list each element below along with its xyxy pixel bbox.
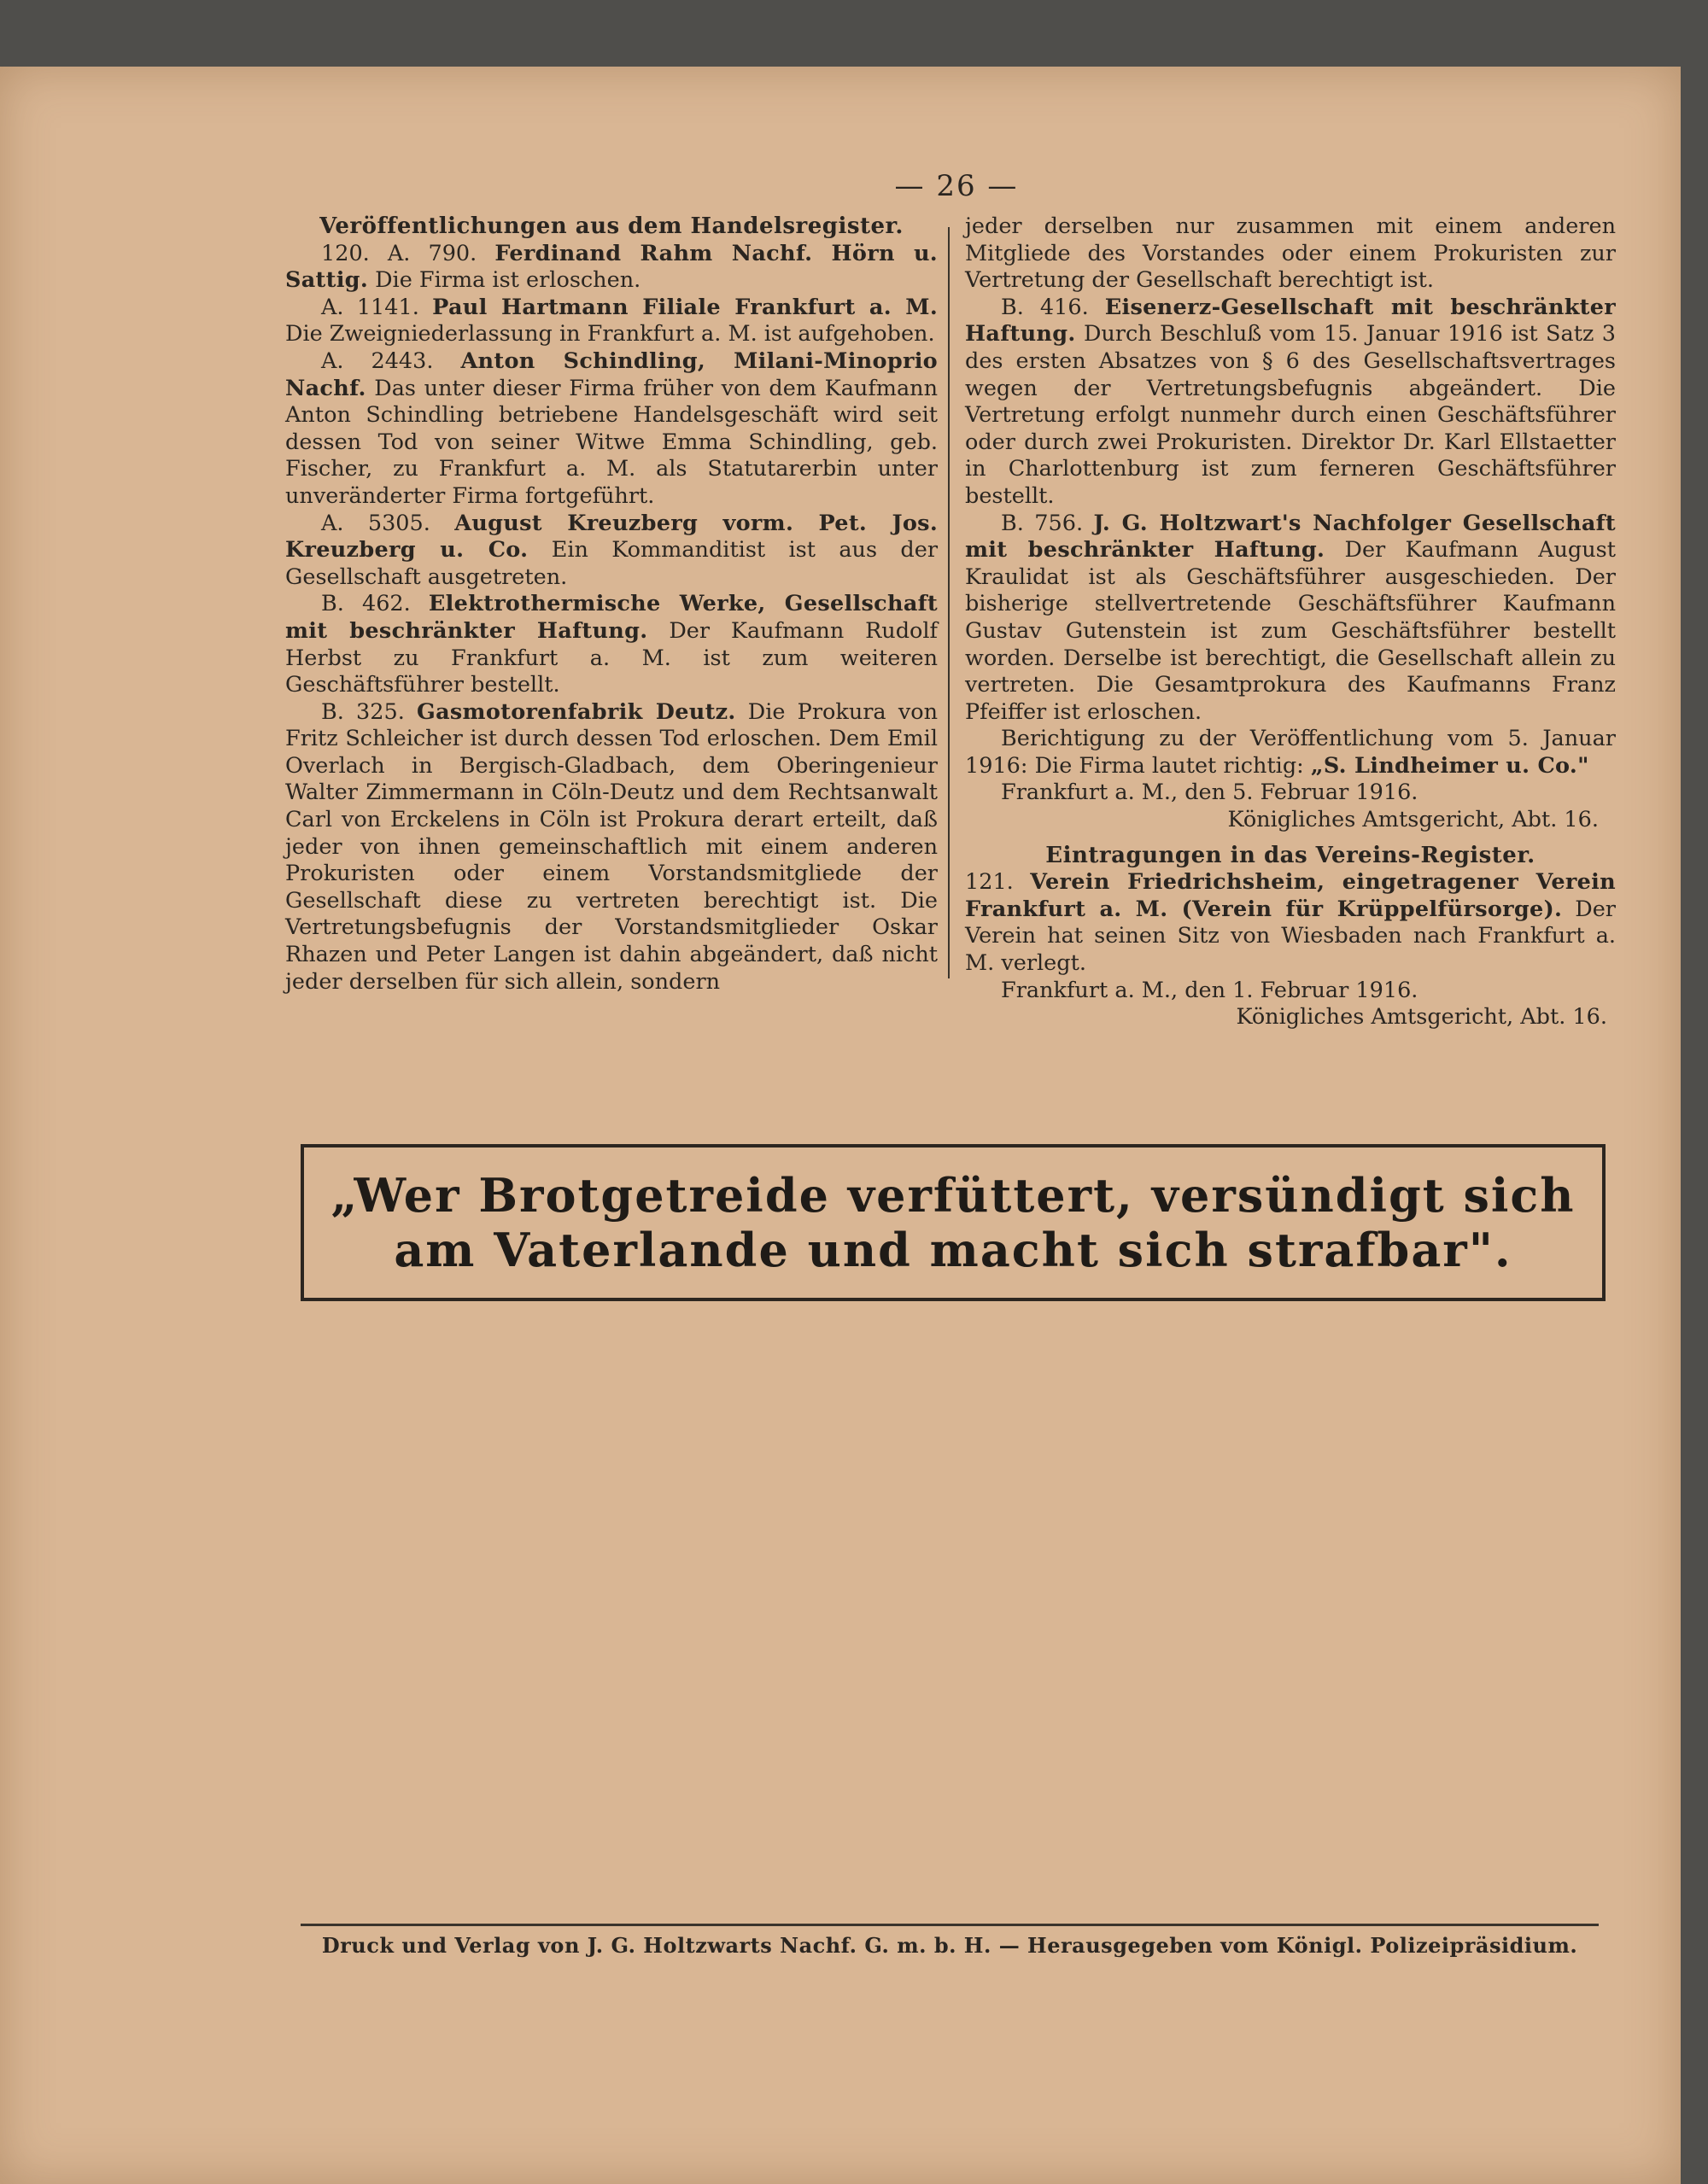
entry-firm: Verein Friedrichsheim, eingetragener Verein Frankfurt a. M. (Verein für Krüppelfürsorge). — [965, 869, 1616, 922]
section-heading-vereinsregister: Eintragungen in das Vereins-Register. — [1045, 842, 1535, 868]
entry-text: Die Zweigniederlassung in Frankfurt a. M. ist aufgehoben. — [285, 321, 935, 347]
register-entry — [965, 511, 1616, 727]
court-signature: Königliches Amtsgericht, Abt. 16. — [1236, 1004, 1607, 1031]
register-entry — [965, 869, 1616, 977]
entry-ref: B. 756. — [1001, 510, 1084, 536]
imprint-footer: Druck und Verlag von J. G. Holtzwarts Nachf. G. m. b. H. — Herausgegeben vom Königl. Polizeipräsidium. — [321, 1933, 1578, 1958]
notice-line: am Vaterlande und macht sich strafbar". — [394, 1223, 1512, 1277]
register-entry — [285, 348, 938, 511]
correction-note — [965, 726, 1616, 780]
place-date: Frankfurt a. M., den 5. Februar 1916. — [1001, 780, 1418, 806]
right-column — [965, 213, 1616, 1031]
register-entry — [285, 241, 938, 295]
page-number: — 26 — — [894, 169, 1019, 203]
section-heading-handelsregister: Veröffentlichungen aus dem Handelsregister. — [319, 213, 904, 239]
entry-firm: J. G. Holtzwart's Nachfolger Gesellschaft mit beschränkter Haftung. — [965, 510, 1617, 564]
register-entry — [285, 591, 938, 698]
register-entry — [965, 295, 1616, 511]
entry-ref: A. 5305. — [321, 510, 430, 536]
correction-text: Berichtigung zu der Veröffentlichung vom 5. Januar 1916: Die Firma lautet richtig: — [965, 726, 1616, 779]
court-signature: Königliches Amtsgericht, Abt. 16. — [1227, 807, 1599, 833]
entry-ref: A. 1141. — [321, 294, 419, 320]
entry-ref: 121. — [965, 869, 1014, 896]
entry-text: Die Prokura von Fritz Schleicher ist durch dessen Tod erloschen. Dem Emil Overlach in Bergisch-Gladbach, dem Oberingenieur Walter Zimmermann in Cöln-Deutz und dem Rechtsanwalt Carl von Erckelens in Cöln ist Prokura derart erteilt, daß jeder von ihnen gemeinschaftlich mit einem anderen Prokuristen oder einem Vorstandsmitgliede der Gesellschaft diese zu vertreten berechtigt ist. Die Vertretungsbefugnis der Vorstandsmitglieder Oskar Rhazen und Peter Langen ist dahin abgeändert, daß nicht jeder derselben für sich allein, sondern — [285, 698, 938, 995]
entry-text: Der Kaufmann August Kraulidat ist als Geschäftsführer ausgeschieden. Der bisherige stellvertretende Geschäftsführer Kaufmann Gustav Gutenstein ist zum Geschäftsführer bestellt worden. Derselbe ist berechtigt, die Gesellschaft allein zu vertreten. Die Gesamtprokura des Kaufmanns Franz Pfeiffer ist erloschen. — [965, 537, 1616, 725]
register-entry — [285, 699, 938, 996]
entry-ref: B. 325. — [321, 698, 405, 725]
entry-firm: Gasmotorenfabrik Deutz. — [417, 698, 736, 725]
register-entry — [285, 295, 938, 348]
place-date: Frankfurt a. M., den 1. Februar 1916. — [1001, 977, 1418, 1003]
footer-rule — [301, 1924, 1599, 1926]
entry-firm: August Kreuzberg vorm. Pet. Jos. Kreuzberg u. Co. — [285, 510, 938, 564]
entry-firm: Anton Schindling, Milani-Minoprio Nachf. — [285, 347, 938, 401]
entry-ref: B. 462. — [321, 591, 411, 617]
notice-box — [301, 1144, 1606, 1301]
entry-firm: Paul Hartmann Filiale Frankfurt a. M. — [432, 294, 938, 320]
entry-text: Ein Kommanditist ist aus der Gesellschaft ausgetreten. — [285, 537, 939, 590]
column-divider — [948, 227, 950, 978]
entry-text: Das unter dieser Firma früher von dem Kaufmann Anton Schindling betriebene Handelsgeschäft wird seit dessen Tod von seiner Witwe Emma Schindling, geb. Fischer, zu Frankfurt a. M. als Statutarerbin unter unveränderter Firma fortgeführt. — [285, 375, 938, 509]
left-column — [285, 213, 938, 996]
continued-text: jeder derselben nur zusammen mit einem anderen Mitgliede des Vorstandes oder einem Prokuristen zur Vertretung der Gesellschaft berechtigt ist. — [965, 213, 1616, 294]
entry-text: Der Kaufmann Rudolf Herbst zu Frankfurt a. M. ist zum weiteren Geschäftsführer bestellt. — [285, 617, 938, 698]
entry-ref: B. 416. — [1001, 294, 1089, 320]
entry-firm: Elektrothermische Werke, Gesellschaft mit beschränkter Haftung. — [285, 591, 938, 644]
entry-firm: Eisenerz-Gesellschaft mit beschränkter Haftung. — [965, 294, 1617, 347]
entry-ref: A. 2443. — [321, 347, 434, 374]
entry-text: Der Verein hat seinen Sitz von Wiesbaden nach Frankfurt a. M. verlegt. — [965, 896, 1616, 977]
entry-ref: 120. A. 790. — [321, 240, 477, 266]
entry-firm: Ferdinand Rahm Nachf. Hörn u. Sattig. — [285, 240, 938, 294]
entry-text: Durch Beschluß vom 15. Januar 1916 ist Satz 3 des ersten Absatzes von § 6 des Gesellschaftsvertrages wegen der Vertretungsbefugnis abgeändert. Die Vertretung erfolgt nunmehr durch einen Geschäftsführer oder durch zwei Prokuristen. Direktor Dr. Karl Ellstaetter in Charlottenburg ist zum ferneren Geschäftsführer bestellt. — [965, 321, 1616, 509]
register-entry — [285, 511, 938, 592]
notice-line: „Wer Brotgetreide verfüttert, versündigt sich — [330, 1168, 1576, 1223]
correction-firm: „S. Lindheimer u. Co." — [1310, 752, 1589, 779]
entry-text: Die Firma ist erloschen. — [375, 267, 641, 294]
